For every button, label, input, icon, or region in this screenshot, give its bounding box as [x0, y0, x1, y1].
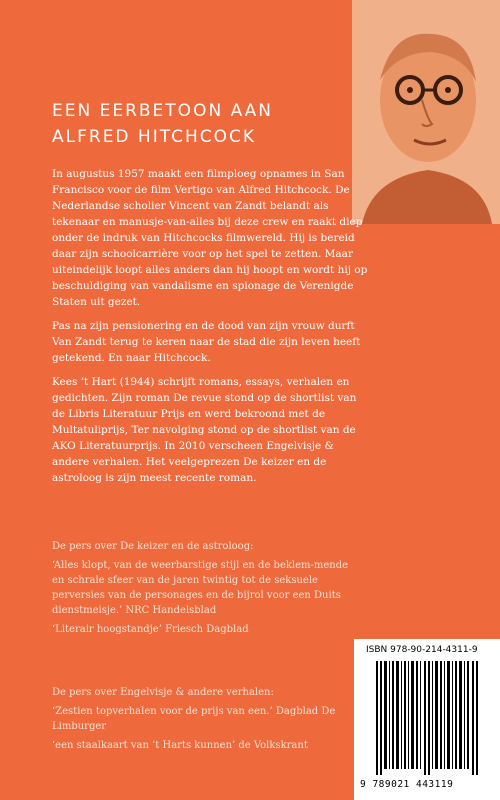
author-bio: [52, 374, 372, 494]
press-quote: ‘Literair hoogstandje’ Friesch Dagblad: [52, 624, 249, 635]
author-portrait: [352, 0, 500, 224]
barcode-digits: 9 789021 443119: [360, 779, 454, 790]
press-quote: ‘Alles klopt, van de weerbarstige stijl en de beklem-mende en schrale sfeer van de jaren twintig tot de seksuele perversies van de personages en de bijrol voor een Duits dienstmeisje.’ NRC Handelsblad: [52, 560, 349, 616]
press-quote: ‘een staalkaart van ’t Harts kunnen’ de Volkskrant: [52, 740, 308, 751]
press-quote: ‘Zestien topverhalen voor de prijs van een.’ Dagblad De Limburger: [52, 706, 336, 732]
barcode-icon: [376, 661, 480, 775]
barcode-box: [354, 639, 500, 800]
title-line-2: ALFRED HITCHCOCK: [52, 127, 257, 147]
title-line-1: EEN EERBETOON AAN: [52, 101, 274, 121]
author-portrait-icon: [352, 0, 500, 224]
blurb: [52, 166, 372, 374]
blurb-paragraph-2: Pas na zijn pensionering en de dood van zijn vrouw durft Van Zandt terug te keren naar de stad die zijn leven heeft getekend. En naar Hitchcock.: [52, 320, 361, 364]
press-heading-2: De pers over Engelvisje & andere verhalen:: [52, 687, 274, 698]
press-heading-1: De pers over De keizer en de astroloog:: [52, 541, 254, 552]
press-section-2: [52, 685, 352, 757]
isbn-label: ISBN 978-90-214-4311-9: [366, 645, 478, 655]
author-bio-text: Kees ’t Hart (1944) schrijft romans, essays, verhalen en gedichten. Zijn roman De revue stond op de shortlist van de Libris Literatuur Prijs en werd bekroond met de Multatuliprijs, Ter navolging stond op de shortlist van de AKO Literatuurprijs. In 2010 verscheen Engelvisje & andere verhalen. Het veelgeprezen De keizer en de astroloog is zijn meest recente roman.: [52, 376, 357, 484]
blurb-paragraph-1: In augustus 1957 maakt een filmploeg opnames in San Francisco voor de film Vertigo van Alfred Hitchcock. De Nederlandse scholier Vincent van Zandt belandt als tekenaar en manusje-van-alles bij deze crew en raakt diep onder de indruk van Hitchcocks filmwereld. Hij is bereid daar zijn schoolcarrière voor op het spel te zetten. Maar uiteindelijk loopt alles anders dan hij hoopt en wordt hij op beschuldiging van vandalisme en spionage de Verenigde Staten uit gezet.: [52, 168, 368, 308]
book-title: [52, 98, 352, 150]
press-section-1: [52, 539, 352, 641]
